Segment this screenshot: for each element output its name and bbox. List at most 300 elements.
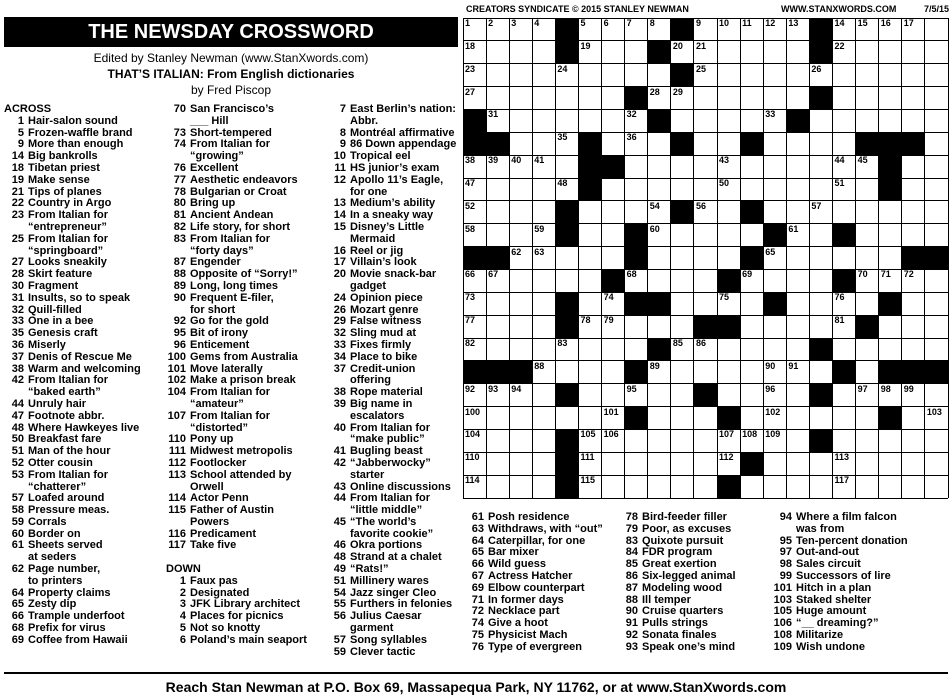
grid-cell[interactable] bbox=[648, 269, 672, 292]
grid-cell[interactable] bbox=[532, 452, 556, 475]
grid-cell[interactable] bbox=[671, 338, 695, 361]
grid-cell[interactable] bbox=[740, 292, 764, 315]
grid-cell[interactable] bbox=[555, 64, 579, 87]
grid-cell[interactable] bbox=[740, 41, 764, 64]
grid-cell[interactable] bbox=[717, 18, 741, 41]
grid-cell[interactable] bbox=[602, 18, 626, 41]
grid-cell[interactable] bbox=[463, 87, 487, 110]
grid-cell[interactable] bbox=[925, 64, 949, 87]
grid-cell[interactable] bbox=[625, 201, 649, 224]
grid-cell[interactable] bbox=[879, 224, 903, 247]
grid-cell[interactable] bbox=[809, 109, 833, 132]
grid-cell[interactable] bbox=[879, 64, 903, 87]
grid-cell[interactable] bbox=[717, 361, 741, 384]
grid-cell[interactable] bbox=[694, 407, 718, 430]
grid-cell[interactable] bbox=[809, 292, 833, 315]
grid-cell[interactable] bbox=[925, 224, 949, 247]
grid-cell[interactable] bbox=[786, 384, 810, 407]
grid-cell[interactable] bbox=[486, 64, 510, 87]
grid-cell[interactable] bbox=[602, 178, 626, 201]
grid-cell[interactable] bbox=[532, 109, 556, 132]
grid-cell[interactable] bbox=[463, 384, 487, 407]
grid-cell[interactable] bbox=[879, 452, 903, 475]
grid-cell[interactable] bbox=[856, 429, 880, 452]
grid-cell[interactable] bbox=[925, 201, 949, 224]
grid-cell[interactable] bbox=[602, 87, 626, 110]
grid-cell[interactable] bbox=[809, 269, 833, 292]
grid-cell[interactable] bbox=[671, 41, 695, 64]
grid-cell[interactable] bbox=[625, 109, 649, 132]
grid-cell[interactable] bbox=[509, 315, 533, 338]
grid-cell[interactable] bbox=[555, 361, 579, 384]
grid-cell[interactable] bbox=[902, 109, 926, 132]
grid-cell[interactable] bbox=[902, 18, 926, 41]
grid-cell[interactable] bbox=[694, 475, 718, 498]
grid-cell[interactable] bbox=[763, 132, 787, 155]
grid-cell[interactable] bbox=[763, 384, 787, 407]
grid-cell[interactable] bbox=[602, 384, 626, 407]
grid-cell[interactable] bbox=[578, 247, 602, 270]
grid-cell[interactable] bbox=[740, 155, 764, 178]
grid-cell[interactable] bbox=[625, 269, 649, 292]
grid-cell[interactable] bbox=[625, 452, 649, 475]
grid-cell[interactable] bbox=[694, 132, 718, 155]
grid-cell[interactable] bbox=[671, 87, 695, 110]
grid-cell[interactable] bbox=[509, 201, 533, 224]
grid-cell[interactable] bbox=[486, 178, 510, 201]
grid-cell[interactable] bbox=[509, 429, 533, 452]
grid-cell[interactable] bbox=[833, 109, 857, 132]
grid-cell[interactable] bbox=[648, 132, 672, 155]
grid-cell[interactable] bbox=[809, 407, 833, 430]
grid-cell[interactable] bbox=[532, 224, 556, 247]
grid-cell[interactable] bbox=[486, 315, 510, 338]
grid-cell[interactable] bbox=[902, 429, 926, 452]
grid-cell[interactable] bbox=[717, 452, 741, 475]
grid-cell[interactable] bbox=[717, 64, 741, 87]
grid-cell[interactable] bbox=[694, 224, 718, 247]
grid-cell[interactable] bbox=[833, 41, 857, 64]
grid-cell[interactable] bbox=[486, 338, 510, 361]
grid-cell[interactable] bbox=[509, 132, 533, 155]
grid-cell[interactable] bbox=[786, 132, 810, 155]
grid-cell[interactable] bbox=[463, 407, 487, 430]
grid-cell[interactable] bbox=[763, 361, 787, 384]
grid-cell[interactable] bbox=[763, 178, 787, 201]
grid-cell[interactable] bbox=[486, 292, 510, 315]
grid-cell[interactable] bbox=[625, 132, 649, 155]
grid-cell[interactable] bbox=[602, 292, 626, 315]
grid-cell[interactable] bbox=[509, 41, 533, 64]
grid-cell[interactable] bbox=[902, 338, 926, 361]
grid-cell[interactable] bbox=[879, 18, 903, 41]
grid-cell[interactable] bbox=[532, 338, 556, 361]
grid-cell[interactable] bbox=[740, 475, 764, 498]
grid-cell[interactable] bbox=[532, 18, 556, 41]
grid-cell[interactable] bbox=[925, 475, 949, 498]
grid-cell[interactable] bbox=[763, 269, 787, 292]
grid-cell[interactable] bbox=[925, 132, 949, 155]
grid-cell[interactable] bbox=[486, 201, 510, 224]
grid-cell[interactable] bbox=[602, 475, 626, 498]
grid-cell[interactable] bbox=[717, 41, 741, 64]
grid-cell[interactable] bbox=[648, 384, 672, 407]
grid-cell[interactable] bbox=[532, 64, 556, 87]
grid-cell[interactable] bbox=[833, 292, 857, 315]
grid-cell[interactable] bbox=[925, 18, 949, 41]
grid-cell[interactable] bbox=[648, 361, 672, 384]
grid-cell[interactable] bbox=[763, 64, 787, 87]
grid-cell[interactable] bbox=[602, 429, 626, 452]
grid-cell[interactable] bbox=[602, 407, 626, 430]
grid-cell[interactable] bbox=[532, 247, 556, 270]
grid-cell[interactable] bbox=[925, 109, 949, 132]
grid-cell[interactable] bbox=[809, 315, 833, 338]
grid-cell[interactable] bbox=[463, 41, 487, 64]
grid-cell[interactable] bbox=[463, 224, 487, 247]
grid-cell[interactable] bbox=[602, 452, 626, 475]
grid-cell[interactable] bbox=[786, 475, 810, 498]
grid-cell[interactable] bbox=[833, 201, 857, 224]
grid-cell[interactable] bbox=[671, 429, 695, 452]
grid-cell[interactable] bbox=[648, 247, 672, 270]
grid-cell[interactable] bbox=[463, 201, 487, 224]
grid-cell[interactable] bbox=[717, 338, 741, 361]
grid-cell[interactable] bbox=[509, 224, 533, 247]
grid-cell[interactable] bbox=[786, 247, 810, 270]
grid-cell[interactable] bbox=[602, 361, 626, 384]
grid-cell[interactable] bbox=[763, 109, 787, 132]
grid-cell[interactable] bbox=[486, 475, 510, 498]
grid-cell[interactable] bbox=[486, 109, 510, 132]
grid-cell[interactable] bbox=[856, 87, 880, 110]
grid-cell[interactable] bbox=[532, 429, 556, 452]
grid-cell[interactable] bbox=[833, 452, 857, 475]
grid-cell[interactable] bbox=[671, 361, 695, 384]
grid-cell[interactable] bbox=[648, 452, 672, 475]
grid-cell[interactable] bbox=[694, 361, 718, 384]
grid-cell[interactable] bbox=[809, 475, 833, 498]
grid-cell[interactable] bbox=[833, 429, 857, 452]
grid-cell[interactable] bbox=[925, 429, 949, 452]
grid-cell[interactable] bbox=[578, 87, 602, 110]
grid-cell[interactable] bbox=[602, 201, 626, 224]
grid-cell[interactable] bbox=[578, 475, 602, 498]
grid-cell[interactable] bbox=[856, 64, 880, 87]
grid-cell[interactable] bbox=[740, 429, 764, 452]
grid-cell[interactable] bbox=[717, 201, 741, 224]
grid-cell[interactable] bbox=[786, 224, 810, 247]
grid-cell[interactable] bbox=[509, 64, 533, 87]
grid-cell[interactable] bbox=[555, 87, 579, 110]
grid-cell[interactable] bbox=[763, 247, 787, 270]
grid-cell[interactable] bbox=[509, 178, 533, 201]
grid-cell[interactable] bbox=[879, 384, 903, 407]
grid-cell[interactable] bbox=[694, 247, 718, 270]
grid-cell[interactable] bbox=[578, 315, 602, 338]
grid-cell[interactable] bbox=[833, 315, 857, 338]
grid-cell[interactable] bbox=[509, 407, 533, 430]
grid-cell[interactable] bbox=[717, 384, 741, 407]
grid-cell[interactable] bbox=[625, 64, 649, 87]
grid-cell[interactable] bbox=[578, 338, 602, 361]
grid-cell[interactable] bbox=[555, 155, 579, 178]
grid-cell[interactable] bbox=[740, 64, 764, 87]
grid-cell[interactable] bbox=[879, 41, 903, 64]
grid-cell[interactable] bbox=[578, 269, 602, 292]
grid-cell[interactable] bbox=[902, 292, 926, 315]
grid-cell[interactable] bbox=[509, 338, 533, 361]
grid-cell[interactable] bbox=[786, 201, 810, 224]
grid-cell[interactable] bbox=[717, 155, 741, 178]
grid-cell[interactable] bbox=[925, 269, 949, 292]
grid-cell[interactable] bbox=[671, 178, 695, 201]
grid-cell[interactable] bbox=[763, 429, 787, 452]
grid-cell[interactable] bbox=[717, 132, 741, 155]
grid-cell[interactable] bbox=[694, 18, 718, 41]
grid-cell[interactable] bbox=[486, 41, 510, 64]
grid-cell[interactable] bbox=[925, 178, 949, 201]
grid-cell[interactable] bbox=[648, 201, 672, 224]
grid-cell[interactable] bbox=[509, 247, 533, 270]
grid-cell[interactable] bbox=[625, 475, 649, 498]
grid-cell[interactable] bbox=[717, 178, 741, 201]
grid-cell[interactable] bbox=[602, 64, 626, 87]
grid-cell[interactable] bbox=[833, 178, 857, 201]
grid-cell[interactable] bbox=[833, 247, 857, 270]
grid-cell[interactable] bbox=[509, 292, 533, 315]
grid-cell[interactable] bbox=[694, 269, 718, 292]
grid-cell[interactable] bbox=[856, 224, 880, 247]
grid-cell[interactable] bbox=[555, 269, 579, 292]
grid-cell[interactable] bbox=[463, 315, 487, 338]
grid-cell[interactable] bbox=[879, 338, 903, 361]
grid-cell[interactable] bbox=[486, 155, 510, 178]
grid-cell[interactable] bbox=[486, 429, 510, 452]
grid-cell[interactable] bbox=[486, 269, 510, 292]
grid-cell[interactable] bbox=[763, 201, 787, 224]
grid-cell[interactable] bbox=[786, 338, 810, 361]
grid-cell[interactable] bbox=[879, 87, 903, 110]
grid-cell[interactable] bbox=[509, 384, 533, 407]
grid-cell[interactable] bbox=[809, 64, 833, 87]
grid-cell[interactable] bbox=[763, 315, 787, 338]
grid-cell[interactable] bbox=[717, 292, 741, 315]
grid-cell[interactable] bbox=[463, 269, 487, 292]
grid-cell[interactable] bbox=[694, 64, 718, 87]
grid-cell[interactable] bbox=[809, 201, 833, 224]
grid-cell[interactable] bbox=[786, 269, 810, 292]
grid-cell[interactable] bbox=[463, 429, 487, 452]
grid-cell[interactable] bbox=[856, 109, 880, 132]
grid-cell[interactable] bbox=[532, 292, 556, 315]
grid-cell[interactable] bbox=[925, 155, 949, 178]
grid-cell[interactable] bbox=[694, 178, 718, 201]
grid-cell[interactable] bbox=[902, 384, 926, 407]
grid-cell[interactable] bbox=[625, 384, 649, 407]
grid-cell[interactable] bbox=[578, 384, 602, 407]
grid-cell[interactable] bbox=[717, 109, 741, 132]
grid-cell[interactable] bbox=[532, 155, 556, 178]
grid-cell[interactable] bbox=[740, 361, 764, 384]
grid-cell[interactable] bbox=[856, 338, 880, 361]
grid-cell[interactable] bbox=[786, 87, 810, 110]
grid-cell[interactable] bbox=[809, 178, 833, 201]
grid-cell[interactable] bbox=[578, 41, 602, 64]
grid-cell[interactable] bbox=[694, 41, 718, 64]
grid-cell[interactable] bbox=[671, 475, 695, 498]
grid-cell[interactable] bbox=[555, 178, 579, 201]
grid-cell[interactable] bbox=[671, 292, 695, 315]
grid-cell[interactable] bbox=[833, 18, 857, 41]
grid-cell[interactable] bbox=[625, 315, 649, 338]
grid-cell[interactable] bbox=[648, 178, 672, 201]
grid-cell[interactable] bbox=[602, 224, 626, 247]
grid-cell[interactable] bbox=[694, 155, 718, 178]
grid-cell[interactable] bbox=[532, 41, 556, 64]
grid-cell[interactable] bbox=[786, 155, 810, 178]
grid-cell[interactable] bbox=[925, 87, 949, 110]
grid-cell[interactable] bbox=[856, 201, 880, 224]
grid-cell[interactable] bbox=[532, 87, 556, 110]
grid-cell[interactable] bbox=[879, 247, 903, 270]
grid-cell[interactable] bbox=[786, 64, 810, 87]
grid-cell[interactable] bbox=[602, 338, 626, 361]
grid-cell[interactable] bbox=[740, 224, 764, 247]
grid-cell[interactable] bbox=[856, 452, 880, 475]
grid-cell[interactable] bbox=[532, 132, 556, 155]
grid-cell[interactable] bbox=[879, 109, 903, 132]
grid-cell[interactable] bbox=[925, 407, 949, 430]
grid-cell[interactable] bbox=[856, 269, 880, 292]
grid-cell[interactable] bbox=[879, 201, 903, 224]
grid-cell[interactable] bbox=[925, 384, 949, 407]
grid-cell[interactable] bbox=[671, 452, 695, 475]
grid-cell[interactable] bbox=[509, 269, 533, 292]
grid-cell[interactable] bbox=[463, 452, 487, 475]
grid-cell[interactable] bbox=[648, 87, 672, 110]
grid-cell[interactable] bbox=[856, 407, 880, 430]
grid-cell[interactable] bbox=[740, 338, 764, 361]
grid-cell[interactable] bbox=[740, 384, 764, 407]
grid-cell[interactable] bbox=[879, 429, 903, 452]
grid-cell[interactable] bbox=[740, 87, 764, 110]
grid-cell[interactable] bbox=[602, 247, 626, 270]
grid-cell[interactable] bbox=[786, 361, 810, 384]
grid-cell[interactable] bbox=[717, 224, 741, 247]
grid-cell[interactable] bbox=[902, 41, 926, 64]
grid-cell[interactable] bbox=[463, 178, 487, 201]
grid-cell[interactable] bbox=[833, 475, 857, 498]
grid-cell[interactable] bbox=[833, 155, 857, 178]
grid-cell[interactable] bbox=[555, 247, 579, 270]
grid-cell[interactable] bbox=[786, 429, 810, 452]
grid-cell[interactable] bbox=[879, 475, 903, 498]
grid-cell[interactable] bbox=[671, 109, 695, 132]
grid-cell[interactable] bbox=[509, 109, 533, 132]
grid-cell[interactable] bbox=[555, 407, 579, 430]
grid-cell[interactable] bbox=[856, 475, 880, 498]
grid-cell[interactable] bbox=[463, 475, 487, 498]
grid-cell[interactable] bbox=[717, 247, 741, 270]
grid-cell[interactable] bbox=[902, 475, 926, 498]
grid-cell[interactable] bbox=[763, 155, 787, 178]
grid-cell[interactable] bbox=[671, 269, 695, 292]
grid-cell[interactable] bbox=[902, 452, 926, 475]
grid-cell[interactable] bbox=[856, 18, 880, 41]
grid-cell[interactable] bbox=[532, 178, 556, 201]
grid-cell[interactable] bbox=[902, 87, 926, 110]
grid-cell[interactable] bbox=[532, 315, 556, 338]
grid-cell[interactable] bbox=[925, 315, 949, 338]
grid-cell[interactable] bbox=[509, 452, 533, 475]
grid-cell[interactable] bbox=[763, 407, 787, 430]
grid-cell[interactable] bbox=[902, 155, 926, 178]
grid-cell[interactable] bbox=[578, 201, 602, 224]
grid-cell[interactable] bbox=[809, 452, 833, 475]
grid-cell[interactable] bbox=[809, 247, 833, 270]
grid-cell[interactable] bbox=[763, 41, 787, 64]
grid-cell[interactable] bbox=[578, 109, 602, 132]
grid-cell[interactable] bbox=[763, 87, 787, 110]
grid-cell[interactable] bbox=[694, 338, 718, 361]
grid-cell[interactable] bbox=[578, 224, 602, 247]
grid-cell[interactable] bbox=[856, 41, 880, 64]
grid-cell[interactable] bbox=[740, 109, 764, 132]
grid-cell[interactable] bbox=[578, 452, 602, 475]
grid-cell[interactable] bbox=[648, 315, 672, 338]
grid-cell[interactable] bbox=[648, 64, 672, 87]
grid-cell[interactable] bbox=[902, 269, 926, 292]
crossword-grid[interactable] bbox=[463, 18, 948, 498]
grid-cell[interactable] bbox=[578, 429, 602, 452]
grid-cell[interactable] bbox=[833, 132, 857, 155]
grid-cell[interactable] bbox=[763, 452, 787, 475]
grid-cell[interactable] bbox=[786, 41, 810, 64]
grid-cell[interactable] bbox=[578, 361, 602, 384]
grid-cell[interactable] bbox=[717, 429, 741, 452]
grid-cell[interactable] bbox=[833, 87, 857, 110]
grid-cell[interactable] bbox=[509, 87, 533, 110]
grid-cell[interactable] bbox=[925, 292, 949, 315]
grid-cell[interactable] bbox=[809, 361, 833, 384]
grid-cell[interactable] bbox=[602, 41, 626, 64]
grid-cell[interactable] bbox=[879, 315, 903, 338]
grid-cell[interactable] bbox=[463, 18, 487, 41]
grid-cell[interactable] bbox=[856, 247, 880, 270]
grid-cell[interactable] bbox=[856, 361, 880, 384]
grid-cell[interactable] bbox=[694, 201, 718, 224]
grid-cell[interactable] bbox=[856, 178, 880, 201]
grid-cell[interactable] bbox=[463, 338, 487, 361]
grid-cell[interactable] bbox=[786, 407, 810, 430]
grid-cell[interactable] bbox=[809, 224, 833, 247]
grid-cell[interactable] bbox=[532, 201, 556, 224]
grid-cell[interactable] bbox=[763, 475, 787, 498]
grid-cell[interactable] bbox=[648, 155, 672, 178]
grid-cell[interactable] bbox=[902, 407, 926, 430]
grid-cell[interactable] bbox=[925, 338, 949, 361]
grid-cell[interactable] bbox=[486, 18, 510, 41]
grid-cell[interactable] bbox=[509, 18, 533, 41]
grid-cell[interactable] bbox=[671, 224, 695, 247]
grid-cell[interactable] bbox=[555, 132, 579, 155]
grid-cell[interactable] bbox=[694, 87, 718, 110]
grid-cell[interactable] bbox=[486, 407, 510, 430]
grid-cell[interactable] bbox=[902, 224, 926, 247]
grid-cell[interactable] bbox=[902, 315, 926, 338]
grid-cell[interactable] bbox=[602, 132, 626, 155]
